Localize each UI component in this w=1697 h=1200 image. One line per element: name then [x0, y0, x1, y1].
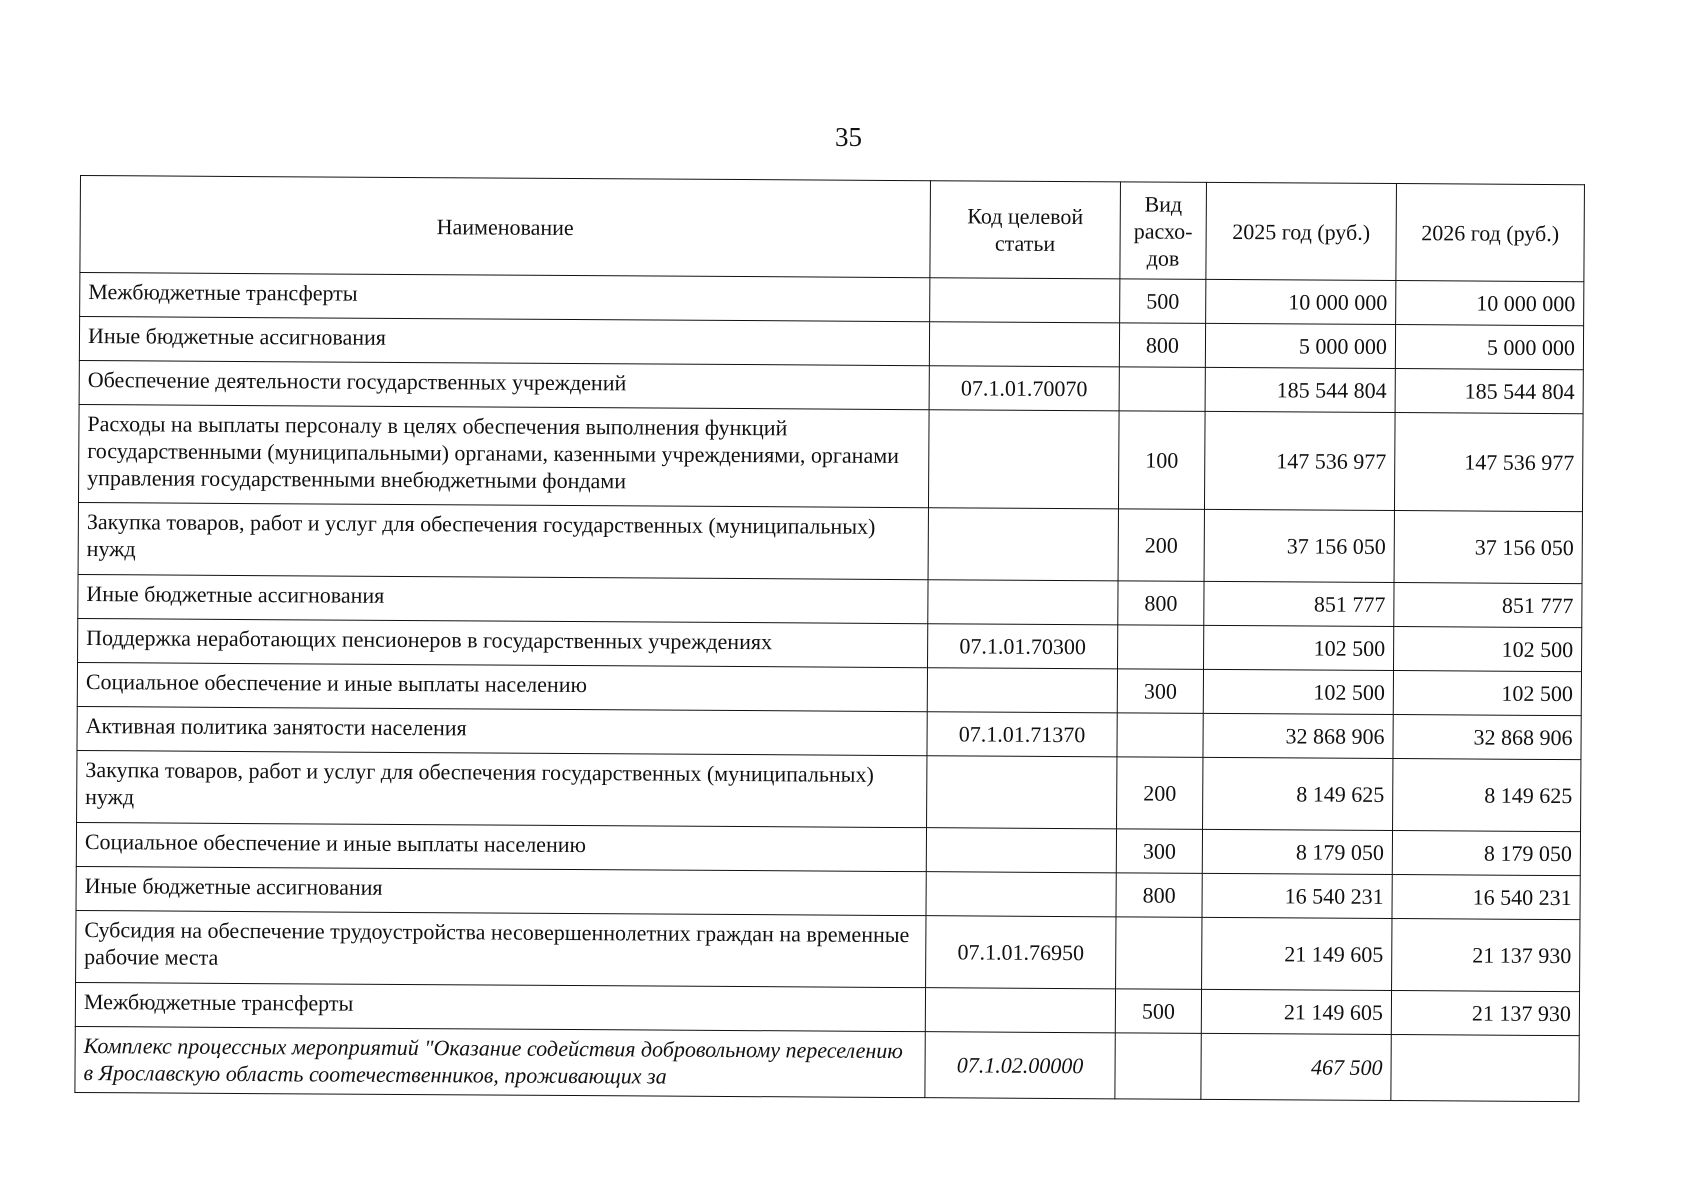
row-2025: 102 500 [1204, 625, 1394, 670]
row-2026: 8 149 625 [1393, 759, 1581, 832]
row-2026: 21 137 930 [1391, 991, 1579, 1036]
row-vid: 200 [1118, 509, 1204, 582]
table-row [78, 502, 1582, 583]
row-vid: 500 [1120, 279, 1206, 324]
row-vid [1115, 1033, 1201, 1100]
row-vid [1116, 917, 1202, 990]
row-2026: 102 500 [1393, 671, 1581, 716]
row-2025: 8 179 050 [1202, 829, 1392, 874]
row-2025: 467 500 [1201, 1033, 1391, 1100]
row-name: Социальное обеспечение и иные выплаты населению [77, 662, 927, 711]
row-code: 07.1.02.00000 [925, 1032, 1115, 1099]
row-2025: 185 544 804 [1205, 367, 1395, 412]
row-code: 07.1.01.71370 [927, 712, 1117, 757]
table-row [77, 750, 1581, 831]
row-2025: 32 868 906 [1203, 713, 1393, 758]
row-name: Межбюджетные трансферты [80, 273, 930, 322]
row-2025: 5 000 000 [1205, 323, 1395, 368]
row-2026 [1391, 1035, 1579, 1102]
row-vid [1118, 625, 1204, 670]
row-name: Закупка товаров, работ и услуг для обеспечения государственных (муниципальных) нужд [78, 502, 928, 579]
table-row [75, 1026, 1579, 1101]
row-code [926, 828, 1116, 873]
row-code: 07.1.01.70300 [928, 624, 1118, 669]
row-2025: 21 149 605 [1201, 989, 1391, 1034]
row-2026: 5 000 000 [1395, 325, 1583, 370]
row-vid: 800 [1119, 323, 1205, 368]
row-2025: 21 149 605 [1202, 917, 1392, 990]
page-number: 35 [835, 122, 862, 152]
row-name: Обеспечение деятельности государственных учреждений [79, 360, 929, 409]
row-name: Субсидия на обеспечение трудоустройства несовершеннолетних граждан на временные рабочие места [76, 910, 926, 987]
row-name: Социальное обеспечение и иные выплаты населению [76, 822, 926, 871]
table-row [76, 910, 1580, 991]
row-name: Расходы на выплаты персоналу в целях обеспечения выполнения функций государственными (муниципальными) органами, казенными учреждениями, органами управления государственными внебюджетными фондами [78, 404, 929, 507]
row-2025: 16 540 231 [1202, 873, 1392, 918]
row-vid: 800 [1118, 581, 1204, 626]
row-code [925, 988, 1115, 1033]
row-name: Комплекс процессных мероприятий "Оказание содействия добровольному переселению в Ярославскую область соотечественников, проживающих за [75, 1026, 925, 1097]
row-2025: 37 156 050 [1204, 509, 1394, 582]
row-2025: 851 777 [1204, 581, 1394, 626]
row-vid [1119, 367, 1205, 412]
row-code [928, 580, 1118, 625]
row-code: 07.1.01.76950 [926, 916, 1116, 989]
row-name: Поддержка неработающих пенсионеров в государственных учреждениях [78, 618, 928, 667]
row-code [927, 756, 1117, 829]
budget-table [74, 175, 1585, 1102]
header-vid: Вид расхо-дов [1120, 182, 1207, 280]
row-2026: 8 179 050 [1392, 831, 1580, 876]
row-code [926, 872, 1116, 917]
row-vid: 300 [1116, 829, 1202, 874]
row-name: Иные бюджетные ассигнования [79, 317, 929, 366]
row-2025: 102 500 [1203, 669, 1393, 714]
row-2025: 147 536 977 [1204, 411, 1395, 510]
row-2026: 102 500 [1393, 627, 1581, 672]
row-vid: 300 [1117, 669, 1203, 714]
row-name: Межбюджетные трансферты [75, 982, 925, 1031]
row-name: Иные бюджетные ассигнования [78, 574, 928, 623]
row-code: 07.1.01.70070 [929, 366, 1119, 411]
row-2026: 10 000 000 [1396, 281, 1584, 326]
row-code [928, 508, 1118, 581]
row-vid: 500 [1115, 989, 1201, 1034]
row-code [930, 278, 1120, 323]
row-2025: 10 000 000 [1206, 279, 1396, 324]
row-2025: 8 149 625 [1203, 757, 1393, 830]
row-2026: 851 777 [1394, 583, 1582, 628]
row-2026: 21 137 930 [1392, 919, 1580, 992]
row-2026: 16 540 231 [1392, 875, 1580, 920]
row-vid [1117, 713, 1203, 758]
header-name: Наименование [80, 176, 931, 278]
table-header-row [80, 176, 1585, 282]
row-code [928, 410, 1119, 509]
row-vid: 100 [1118, 411, 1205, 510]
row-code [929, 322, 1119, 367]
row-name: Активная политика занятости населения [77, 706, 927, 755]
row-2026: 37 156 050 [1394, 511, 1582, 584]
row-2026: 147 536 977 [1394, 413, 1583, 512]
table-row [78, 404, 1583, 511]
row-name: Иные бюджетные ассигнования [76, 866, 926, 915]
row-vid: 800 [1116, 873, 1202, 918]
header-2026: 2026 год (руб.) [1396, 184, 1585, 282]
row-2026: 32 868 906 [1393, 715, 1581, 760]
row-name: Закупка товаров, работ и услуг для обеспечения государственных (муниципальных) нужд [77, 750, 927, 827]
header-code: Код целевой статьи [930, 181, 1121, 279]
row-code [927, 668, 1117, 713]
row-vid: 200 [1117, 757, 1203, 830]
header-2025: 2025 год (руб.) [1206, 182, 1397, 280]
row-2026: 185 544 804 [1395, 369, 1583, 414]
